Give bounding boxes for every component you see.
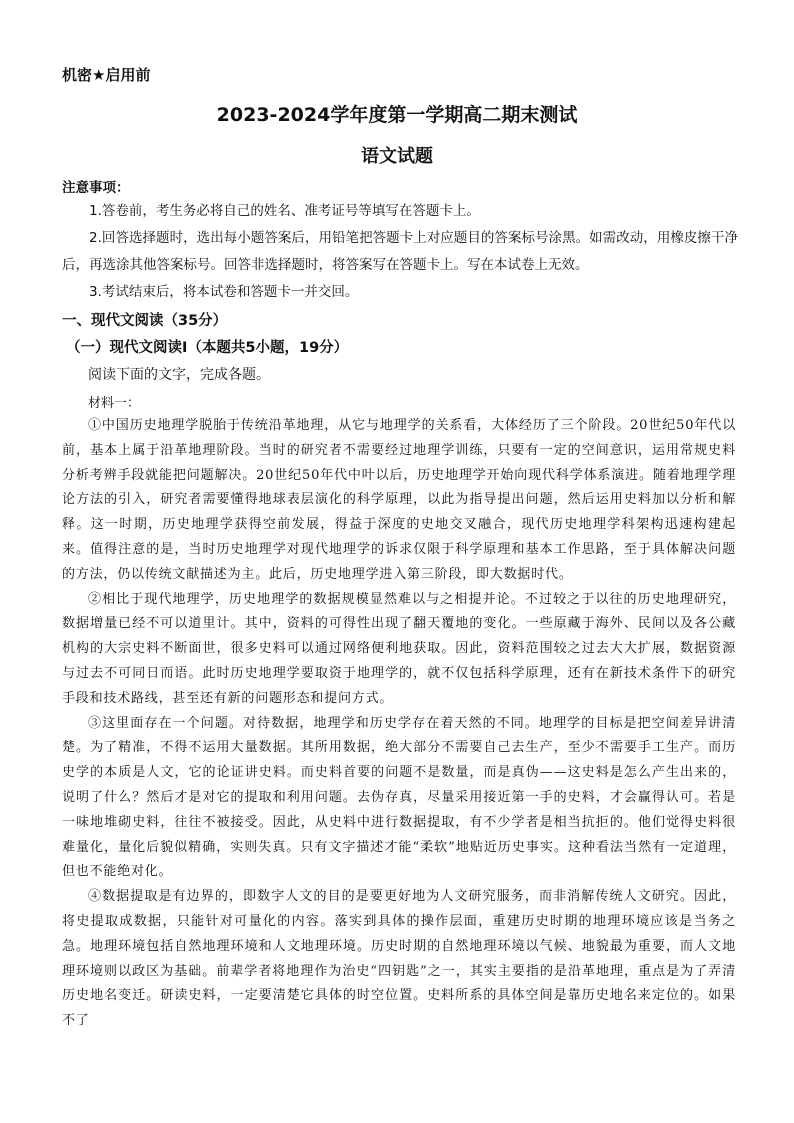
reading-passage <box>62 414 736 1034</box>
passage-paragraph: ①中国历史地理学脱胎于传统沿革地理，从它与地理学的关系看，大体经历了三个阶段。20世纪50年代以前，基本上属于沿革地理阶段。当时的研究者不需要经过地理学训练，只要有一定的空间意识，运用常规史料分析考辨手段就能把问题解决。20世纪50年代中叶以后，历史地理学开始向现代科学体系演进。随着地理学理论方法的引入，研究者需要懂得地球表层演化的科学原理，以此为指导提出问题，然后运用史料加以分析和解释。这一时期，历史地理学获得空前发展，得益于深度的史地交叉融合，现代历史地理学科架构迅速构建起来。值得注意的是，当时历史地理学对现代地理学的诉求仅限于科学原理和基本工作思路，至于具体解决问题的方法，仍以传统文献描述为主。此后，历史地理学进入第三阶段，即大数据时代。 <box>62 418 736 582</box>
exam-title: 2023-2024学年度第一学期高二期末测试 <box>216 104 578 126</box>
notice-item: 3.考试结束后，将本试卷和答题卡一并交回。 <box>89 284 359 300</box>
passage-paragraph: ③这里面存在一个问题。对待数据，地理学和历史学存在着天然的不同。地理学的目标是把空间差异讲清楚。为了精准，不得不运用大量数据。其所用数据，绝大部分不需要自己去生产，至少不需要手工生产。而历史学的本质是人文，它的论证讲史料。而史料首要的问题不是数量，而是真伪——这史料是怎么产生出来的，说明了什么？然后才是对它的提取和利用问题。去伪存真，尽量采用接近第一手的史料，才会赢得认可。若是一味地堆砌史料，往往不被接受。因此，从史料中进行数据提取，有不少学者是相当抗拒的。他们觉得史料很难量化，量化后貌似精确，实则失真。只有文字描述才能“柔软”地贴近历史事实。这种看法当然有一定道理，但也不能绝对化。 <box>62 715 736 880</box>
section-subtitle: （一）现代文阅读Ⅰ（本题共5小题，19分） <box>66 340 349 356</box>
reading-instruction: 阅读下面的文字，完成各题。 <box>88 367 270 383</box>
passage-paragraph: ②相比于现代地理学，历史地理学的数据规模显然难以与之相提并论。不过较之于以往的历史地理研究，数据增量已经不可以道里计。其中，资料的可得性出现了翻天覆地的变化。一些原藏于海外、民间以及各公藏机构的大宗史料不断面世，很多史料可以通过网络便利地获取。因此，资料范围较之过去大大扩展，数据资源与过去不可同日而语。此时历史地理学要取资于地理学的，就不仅包括科学原理，还有在新技术条件下的研究手段和技术路线，甚至还有新的问题形态和提问方式。 <box>62 591 736 706</box>
material-label: 材料一： <box>88 396 141 411</box>
notice-item: 2.回答选择题时，选出每小题答案后，用铅笔把答题卡上对应题目的答案标号涂黑。如需改动，用橡皮擦干净后，再选涂其他答案标号。回答非选择题时，将答案写在答题卡上。写在本试卷上无效。 <box>62 230 738 273</box>
subject-title: 语文试题 <box>361 146 433 167</box>
notice-heading: 注意事项： <box>62 180 130 196</box>
passage-paragraph: ④数据提取是有边界的，即数字人文的目的是要更好地为人文研究服务，而非消解传统人文研究。因此，将史提取成数据，只能针对可量化的内容。落实到具体的操作层面，重建历史时期的地理环境应该是当务之急。地理环境包括自然地理环境和人文地理环境。历史时期的自然地理环境以气候、地貌最为重要，而人文地理环境则以政区为基础。前辈学者将地理作为治史“四钥匙”之一，其实主要指的是沿革地理，重点是为了弄清历史地名变迁。研读史料，一定要清楚它具体的时空位置。史料所系的具体空间是靠历史地名来定位的。如果不了 <box>62 889 736 1029</box>
secret-mark: 机密★启用前 <box>62 66 151 84</box>
notice-list <box>62 198 738 306</box>
section-title: 一、现代文阅读（35分） <box>62 313 228 329</box>
notice-item: 1.答卷前，考生务必将自己的姓名、准考证号等填写在答题卡上。 <box>89 203 480 219</box>
